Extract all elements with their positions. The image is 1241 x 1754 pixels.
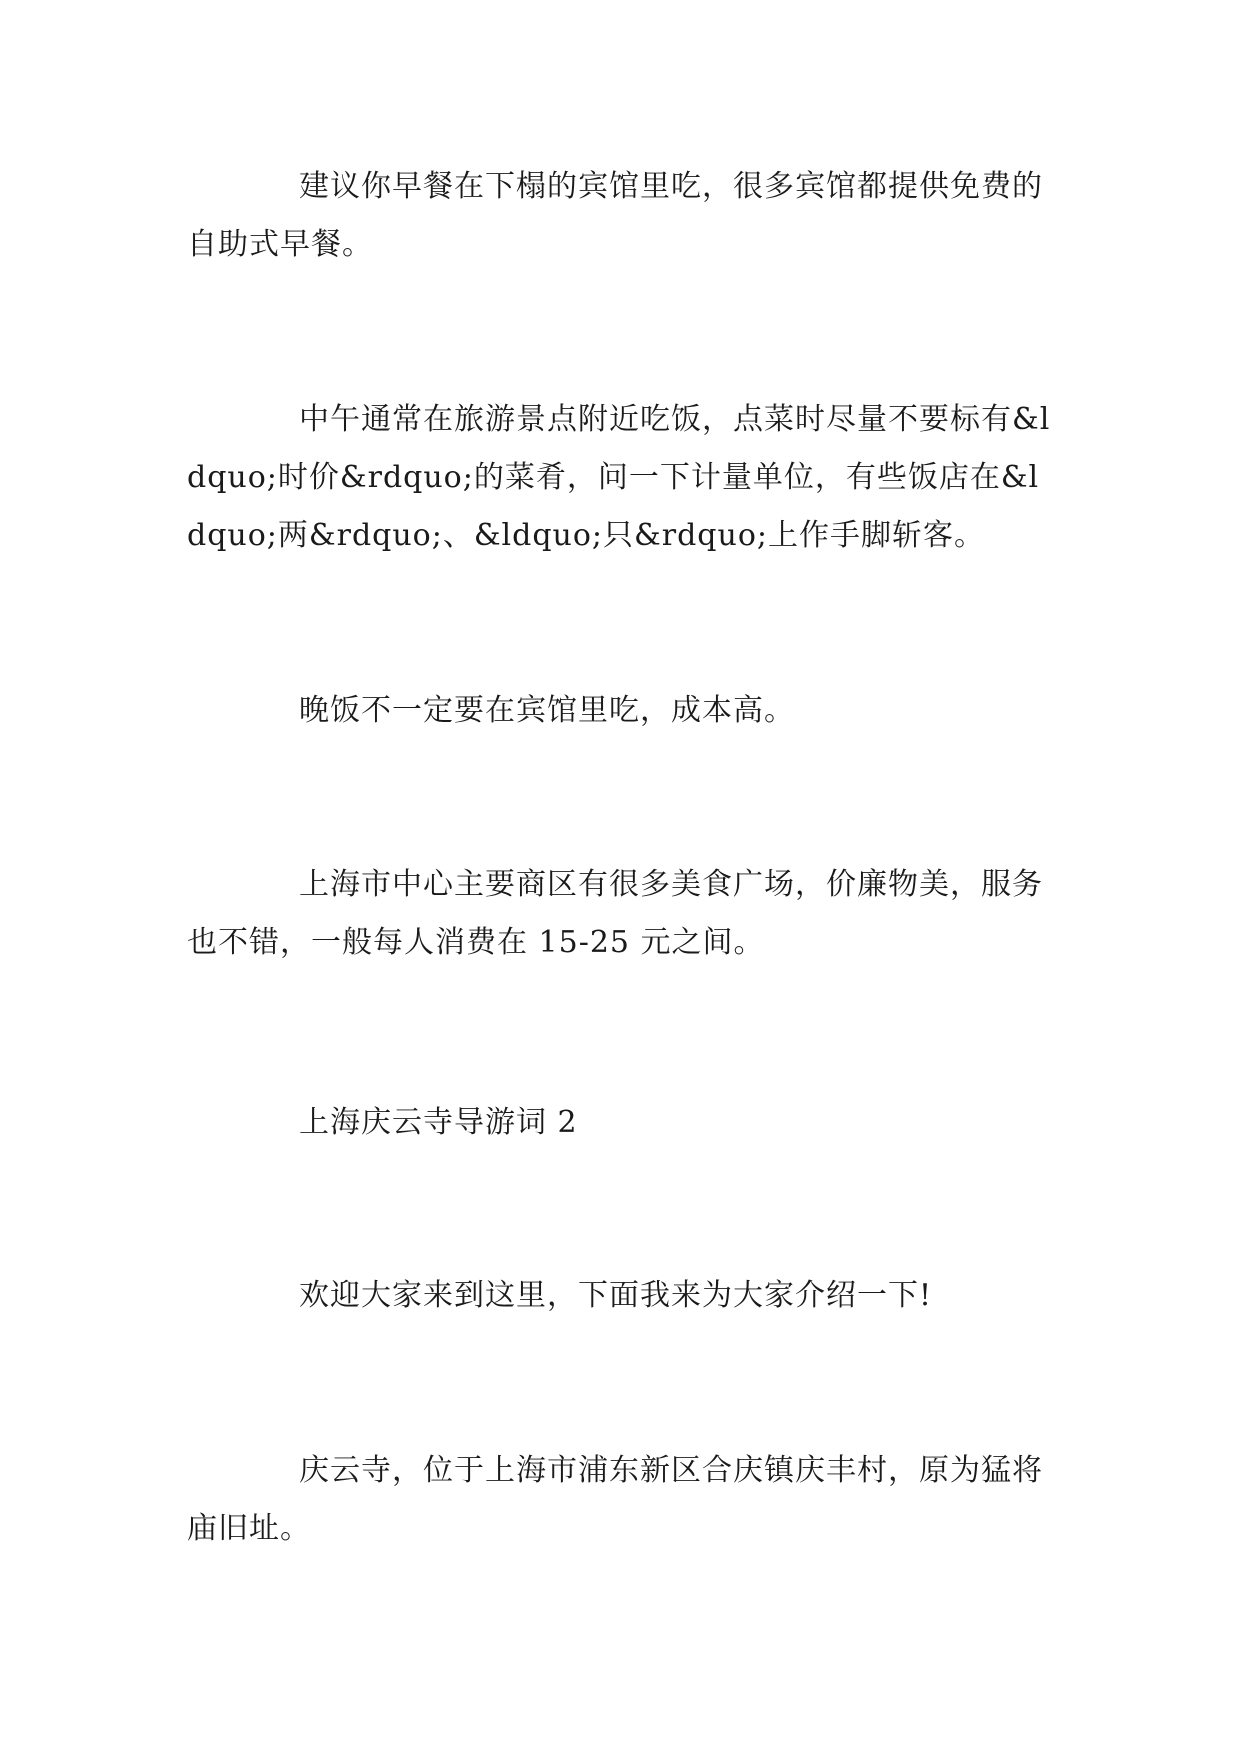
paragraph-breakfast: 建议你早餐在下榻的宾馆里吃，很多宾馆都提供免费的自助式早餐。 [187,169,1043,262]
paragraph-dinner: 晚饭不一定要在宾馆里吃，成本高。 [299,693,795,728]
paragraph-lunch: 中午通常在旅游景点附近吃饭，点菜时尽量不要标有&ldquo;时价&rdquo;的菜肴，问一下计量单位，有些饭店在&ldquo;两&rdquo;、&ldquo;只&rdquo;上作手脚斩客。 [187,402,1051,553]
section-heading: 上海庆云寺导游词 2 [299,1105,578,1140]
paragraph-food-court: 上海市中心主要商区有很多美食广场，价廉物美，服务也不错，一般每人消费在 15-25 元之间。 [187,867,1043,960]
paragraph-temple-location: 庆云寺，位于上海市浦东新区合庆镇庆丰村，原为猛将庙旧址。 [187,1453,1043,1546]
paragraph-welcome: 欢迎大家来到这里，下面我来为大家介绍一下! [299,1278,933,1313]
